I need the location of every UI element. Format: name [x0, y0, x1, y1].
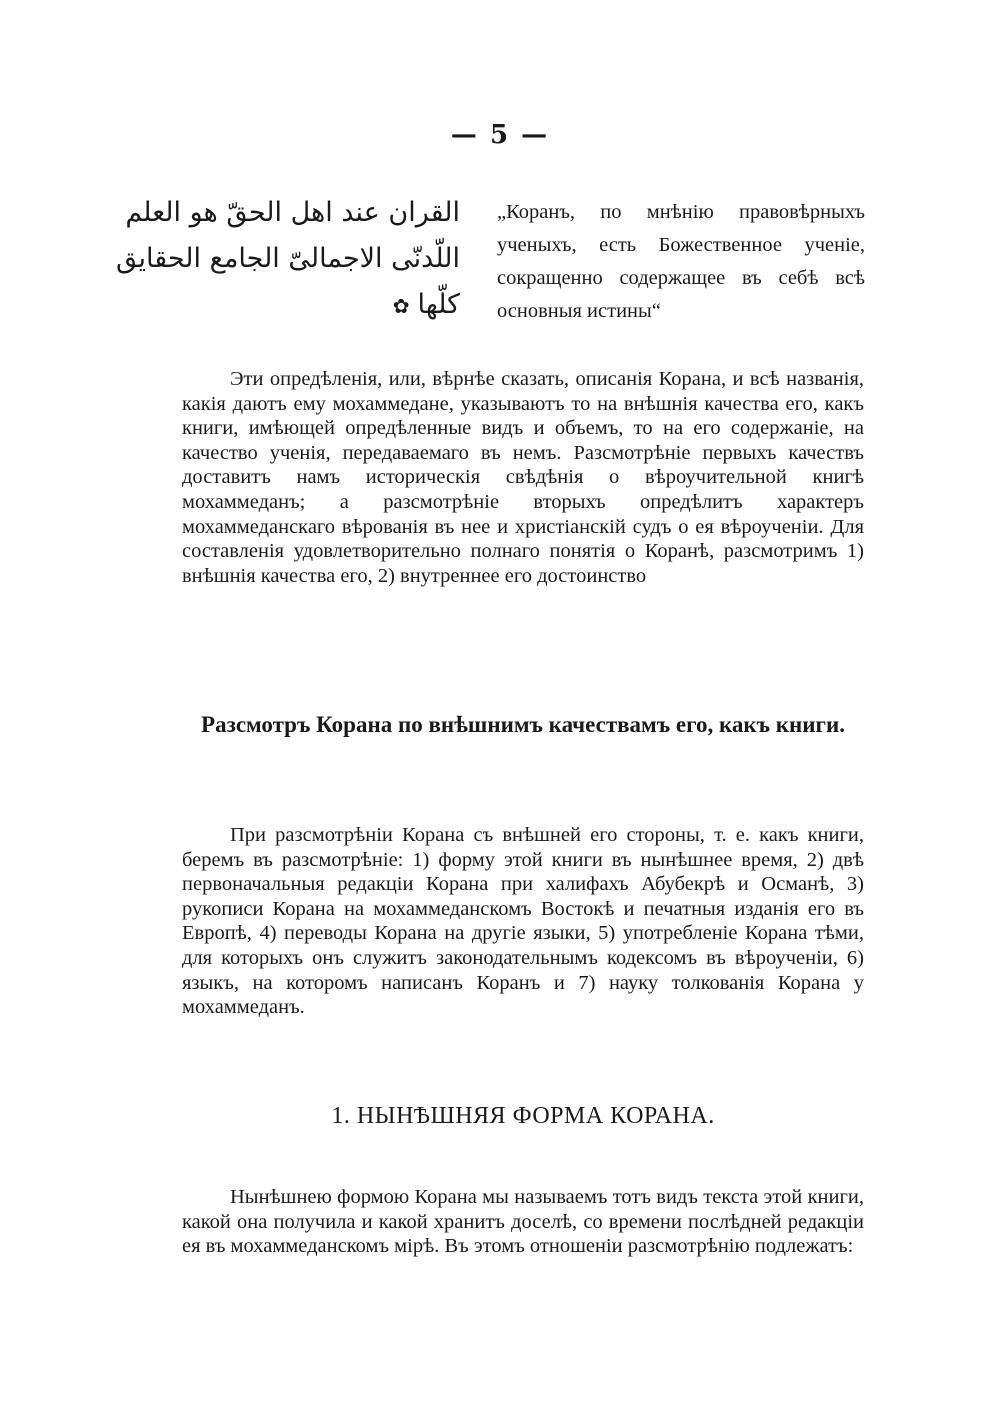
arabic-line-3: [175, 282, 460, 329]
paragraph-current-form: Нынѣшнею формою Корана мы называемъ тотъ видъ текста этой книги, какой она получила и какой хранитъ доселѣ, со времени послѣдней редакціи ея въ мохаммеданскомъ мірѣ. Въ этомъ отношеніи разсмотрѣнію подлежатъ:: [182, 1186, 864, 1258]
page-number: — 5 —: [450, 120, 550, 150]
paragraph-external-aspects: При разсмотрѣніи Корана съ внѣшней его стороны, т. е. какъ книги, беремъ въ разсмотрѣніе: 1) форму этой книги въ нынѣшнее время, 2) двѣ первоначальныя редакціи Корана при халифахъ Абубекрѣ и Османѣ, 3) рукописи Корана на мохаммеданскомъ Востокѣ и печатныя изданія его въ Европѣ, 4) переводы Корана на другіе языки, 5) употребленіе Корана тѣми, для которыхъ онъ служитъ законодательнымъ кодексомъ въ вѣроученіи, 6) языкъ, на которомъ написанъ Коранъ и 7) науку толкованія Корана у мохаммеданъ.: [182, 824, 864, 1019]
arabic-line-2: اللّدنّى الاجمالىّ الجامع الحقايق: [115, 243, 460, 274]
section-heading-main: Разсмотръ Корана по внѣшнимъ качествамъ его, какъ книги.: [201, 712, 845, 737]
russian-quote: „Коранъ, по мнѣнію правовѣрныхъ ученыхъ, есть Божественное ученіе, сокращенно содержащее въ себѣ всѣ основныя истины“: [497, 201, 865, 322]
epigraph: [115, 190, 865, 330]
arabic-line-3-text: كلّها: [417, 289, 460, 320]
section-heading-1: 1. НЫНѢШНЯЯ ФОРМА КОРАНА.: [331, 1103, 715, 1129]
arabic-epigraph: [115, 190, 460, 329]
arabic-line-1: القران عند اهل الحقّ هو العلم: [125, 197, 460, 228]
rosette-icon: ✿: [392, 293, 410, 318]
paragraph-definitions: Эти опредѣленія, или, вѣрнѣе сказать, описанія Корана, и всѣ названія, какія даютъ ему мохаммедане, указываютъ то на внѣшнія качества его, какъ книги, имѣющей опредѣленные видъ и объемъ, то на его содержаніе, на качество ученія, передаваемаго въ немъ. Разсмотрѣніе первыхъ качествъ доставитъ намъ историческія свѣдѣнія о вѣроучительной книгѣ мохаммеданъ; а разсмотрѣніе вторыхъ опредѣлитъ характеръ мохаммеданскаго вѣрованія въ нее и христіанскій судъ о ея вѣроученіи. Для составленія удовлетворительно полнаго понятія о Коранѣ, разсмотримъ 1) внѣшнія качества его, 2) внутреннее его достоинство: [182, 368, 864, 587]
